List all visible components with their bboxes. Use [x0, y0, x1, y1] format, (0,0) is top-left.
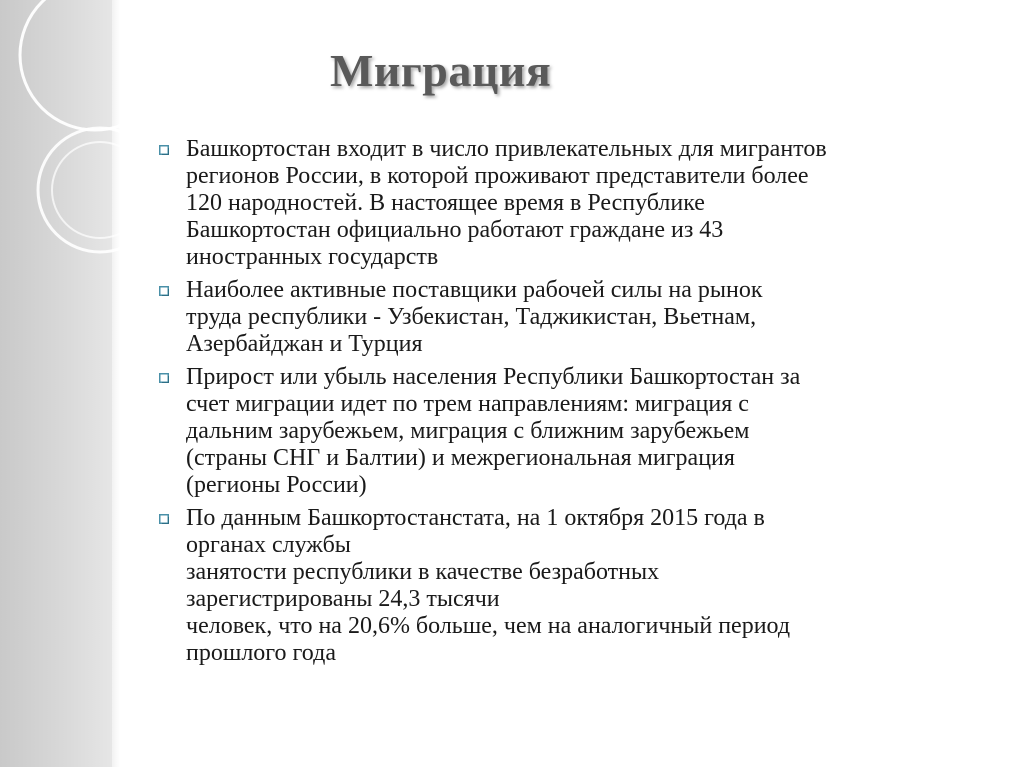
- bullet-list: [157, 136, 987, 673]
- bullet-line: Башкортостан официально работают граждане из 43: [186, 217, 724, 243]
- bullet-line: занятости республики в качестве безработных: [186, 559, 660, 585]
- bullet-line: иностранных государств: [186, 244, 439, 270]
- bullet-line: зарегистрированы 24,3 тысячи: [186, 586, 500, 612]
- square-bullet-icon: [159, 286, 169, 296]
- deco-circle-small: [52, 142, 148, 238]
- bullet-line: Прирост или убыль населения Республики Башкортостан за: [186, 364, 801, 390]
- slide-title: Миграция: [330, 45, 552, 96]
- bullet-item-2: [157, 277, 987, 358]
- bullet-line: человек, что на 20,6% больше, чем на аналогичный период: [186, 613, 791, 639]
- deco-circle-large: [20, 0, 160, 130]
- bullet-item-3: [157, 364, 987, 499]
- bullet-line: Башкортостан входит в число привлекательных для мигрантов: [186, 136, 827, 162]
- bullet-line: 120 народностей. В настоящее время в Республике: [186, 190, 705, 216]
- bullet-item-1: [157, 136, 987, 271]
- bullet-item-4: [157, 505, 987, 667]
- deco-circle-medium: [38, 128, 160, 252]
- decorative-circles: [0, 0, 160, 300]
- bullet-line: счет миграции идет по трем направлениям: миграция с: [186, 391, 749, 417]
- square-bullet-icon: [159, 145, 169, 155]
- bullet-line: труда республики - Узбекистан, Таджикистан, Вьетнам,: [186, 304, 757, 330]
- bullet-line: Азербайджан и Турция: [186, 331, 423, 357]
- bullet-line: прошлого года: [186, 640, 336, 666]
- bullet-line: (регионы России): [186, 472, 367, 498]
- bullet-line: (страны СНГ и Балтии) и межрегиональная миграция: [186, 445, 735, 471]
- bullet-line: дальним зарубежьем, миграция с ближним зарубежьем: [186, 418, 750, 444]
- bullet-line: По данным Башкортостанстата, на 1 октября 2015 года в: [186, 505, 765, 531]
- square-bullet-icon: [159, 514, 169, 524]
- bullet-line: Наиболее активные поставщики рабочей силы на рынок: [186, 277, 763, 303]
- square-bullet-icon: [159, 373, 169, 383]
- bullet-line: регионов России, в которой проживают представители более: [186, 163, 809, 189]
- bullet-line: органах службы: [186, 532, 351, 558]
